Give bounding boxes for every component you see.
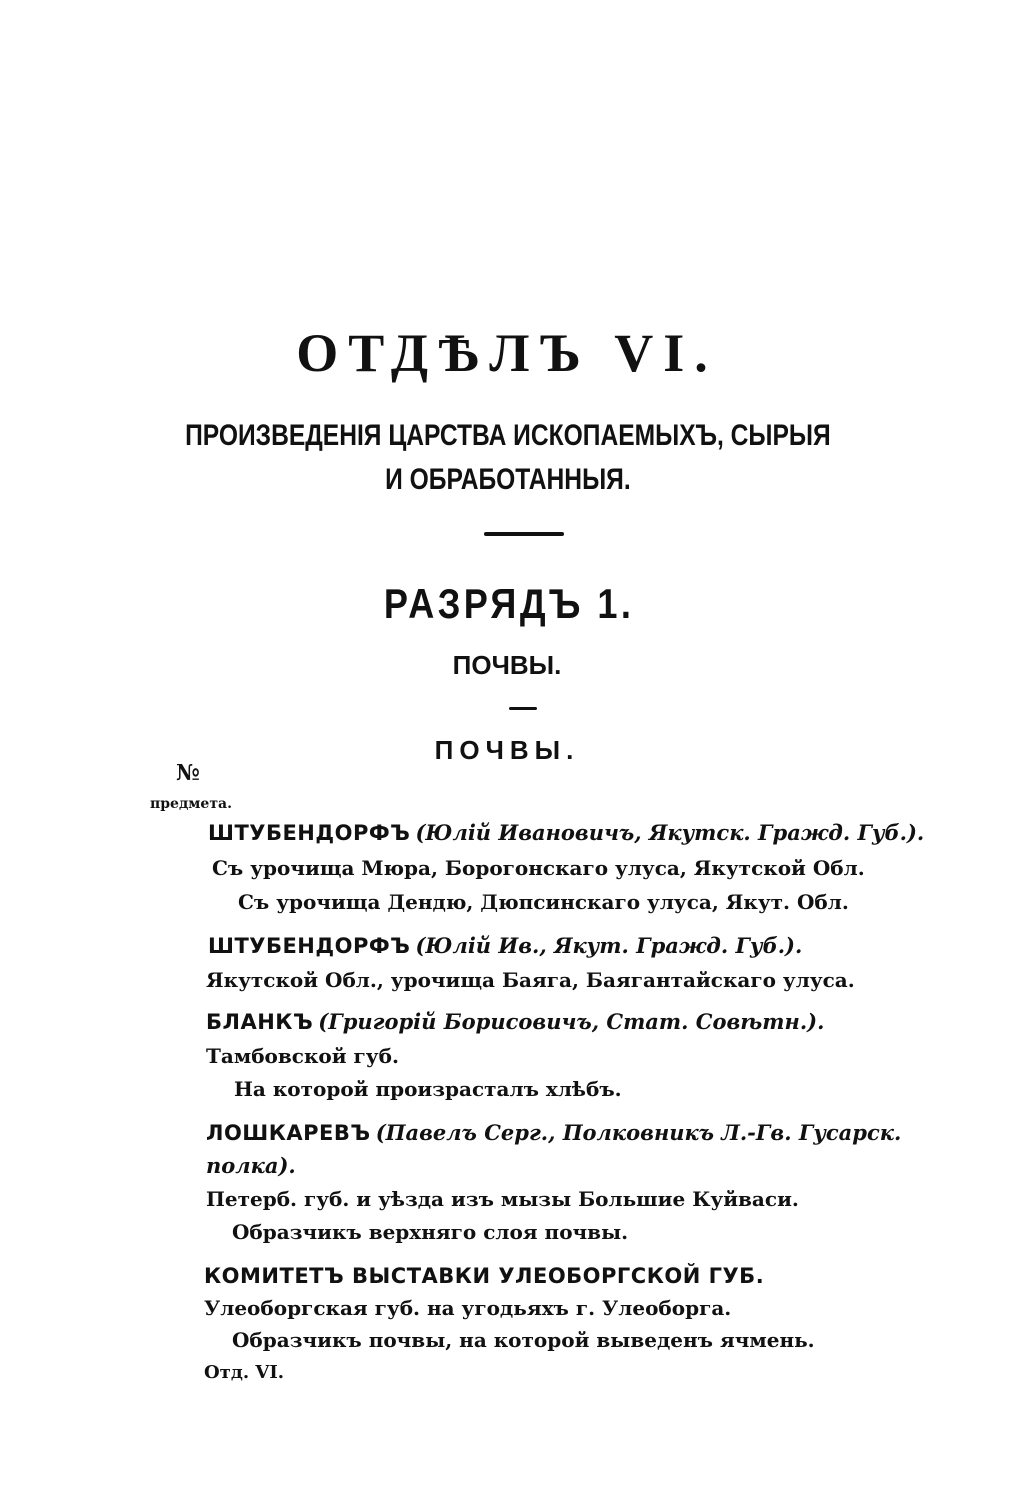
entry-exhibitor-line	[204, 1264, 764, 1288]
entry-line: Образчикъ почвы, на которой выведенъ ячмень.	[232, 1328, 815, 1352]
page-signature: Отд. VI.	[204, 1362, 285, 1383]
entry-line: Съ урочища Дендю, Дюпсинскаго улуса, Якут. Обл.	[238, 890, 849, 914]
section-title: ОТДѢЛЪ VI.	[296, 323, 718, 383]
entry-exhibitor-line	[206, 1009, 824, 1034]
entry-line: Образчикъ верхняго слоя почвы.	[232, 1220, 629, 1244]
entry-line: Тамбовской губ.	[206, 1044, 399, 1068]
section-subtitle	[92, 414, 923, 502]
entry-exhibitor-line	[208, 933, 802, 958]
exhibitor-name: ШТУБЕНДОРФЪ	[208, 821, 411, 845]
section-subtitle-line-2: И ОБРАБОТАННЫЯ.	[385, 463, 631, 496]
entry-line: На которой произрасталъ хлѣбъ.	[234, 1077, 622, 1101]
entry-exhibitor-line	[208, 820, 924, 845]
divider-rule	[484, 532, 564, 536]
category-title: РАЗРЯДЪ 1.	[383, 580, 635, 627]
group-title: ПОЧВЫ.	[434, 735, 580, 765]
entry-line: Петерб. губ. и уѣзда изъ мызы Большие Куйваси.	[206, 1187, 799, 1211]
number-sign: №	[176, 760, 200, 786]
short-divider-rule	[509, 707, 537, 710]
exhibitor-name: ЛОШКАРЕВЪ	[206, 1121, 371, 1145]
entry-exhibitor-line	[206, 1120, 901, 1145]
exhibitor-details: (Юлій Ивановичъ, Якутск. Гражд. Губ.).	[415, 820, 925, 845]
section-subtitle-line-1: ПРОИЗВЕДЕНІЯ ЦАРСТВА ИСКОПАЕМЫХЪ, СЫРЫЯ	[185, 419, 831, 452]
exhibitor-name: КОМИТЕТЪ ВЫСТАВКИ УЛЕОБОРГСКОЙ ГУБ.	[204, 1264, 765, 1288]
entry-line: Съ урочища Мюра, Борогонскаго улуса, Якутской Обл.	[212, 856, 865, 880]
entry-line: Улеоборгская губ. на угодьяхъ г. Улеоборга.	[204, 1296, 732, 1320]
exhibitor-details: (Павелъ Серг., Полковникъ Л.-Гв. Гусарск.	[375, 1120, 902, 1145]
exhibitor-name: БЛАНКЪ	[206, 1010, 314, 1034]
entry-line: Якутской Обл., урочища Баяга, Баягантайскаго улуса.	[206, 968, 855, 992]
number-column-label: предмета.	[150, 796, 232, 812]
category-subtitle: ПОЧВЫ.	[452, 650, 562, 680]
exhibitor-name: ШТУБЕНДОРФЪ	[208, 934, 411, 958]
exhibitor-details-continued: полка).	[206, 1153, 296, 1178]
exhibitor-details: (Григорій Борисовичъ, Стат. Совѣтн.).	[318, 1009, 825, 1034]
exhibitor-details: (Юлій Ив., Якут. Гражд. Губ.).	[415, 933, 803, 958]
